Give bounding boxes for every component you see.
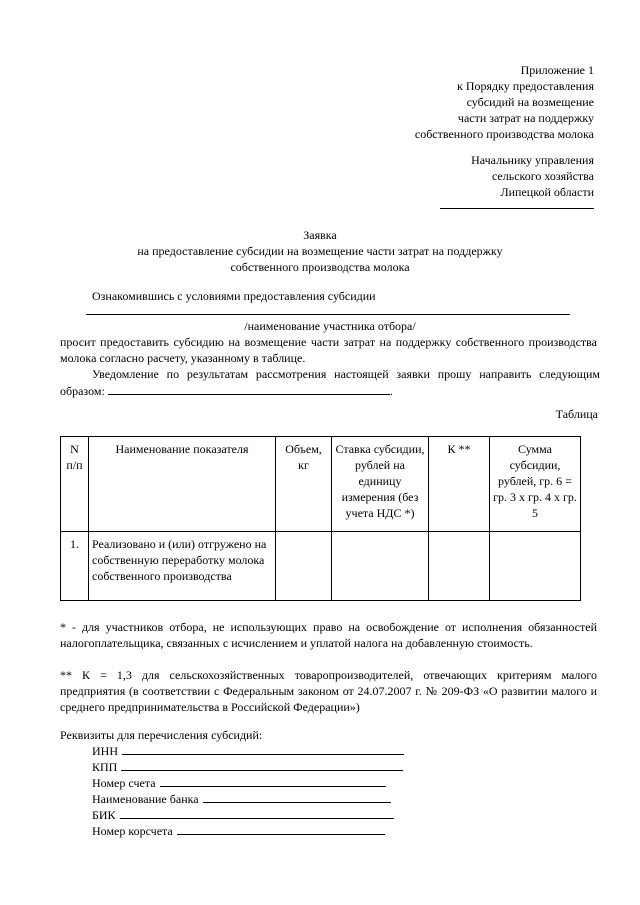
notice-end: . xyxy=(389,384,393,398)
request-paragraph: просит предоставить субсидию на возмещение части затрат на поддержку собственного производства молока согласно расчету, указанному в таблице. xyxy=(60,335,597,365)
table-cell-indicator: Реализовано и (или) отгружено на собственную переработку молока собственного производства xyxy=(89,532,276,601)
appendix-line: Приложение 1 xyxy=(520,63,594,77)
notice-text: Уведомление по результатам рассмотрения настоящей заявки прошу направить следующим образом: xyxy=(60,367,600,398)
table-cell-k[interactable] xyxy=(429,532,490,601)
addressee-block xyxy=(334,152,594,200)
footnote-star1: * - для участников отбора, не использующих право на освобождение от исполнения обязанностей налогоплательщика, связанных с исчислением и уплатой налога на добавленную стоимость. xyxy=(60,620,597,650)
requisite-label: Номер счета xyxy=(92,776,156,790)
addressee-signature-line xyxy=(440,208,594,209)
title-line-2: собственного производства молока xyxy=(230,260,410,274)
requisite-label: КПП xyxy=(92,760,118,774)
header-cell: N п/п xyxy=(61,437,89,532)
bank-field[interactable] xyxy=(203,790,391,803)
addressee-line: Липецкой области xyxy=(500,185,594,199)
table-cell-sum[interactable] xyxy=(490,532,581,601)
requisite-label: БИК xyxy=(92,808,116,822)
account-field[interactable] xyxy=(160,774,386,787)
notice-paragraph xyxy=(60,366,600,399)
document-title xyxy=(60,227,580,275)
participant-name-line xyxy=(86,314,570,315)
header-cell: Объем, кг xyxy=(276,437,332,532)
participant-caption: /наименование участника отбора/ xyxy=(244,319,416,333)
table-header-row xyxy=(61,437,581,532)
corr-account-field[interactable] xyxy=(177,822,385,835)
requisite-account xyxy=(92,774,386,790)
table-cell-volume[interactable] xyxy=(276,532,332,601)
header-cell: Сумма субсидии, рублей, гр. 6 = гр. 3 x гр. 4 x гр. 5 xyxy=(490,437,581,532)
requisite-bank xyxy=(92,790,391,806)
inn-field[interactable] xyxy=(122,742,404,755)
title-line-1: на предоставление субсидии на возмещение части затрат на поддержку xyxy=(137,244,503,258)
requisite-label: ИНН xyxy=(92,744,118,758)
requisite-label: Наименование банка xyxy=(92,792,199,806)
requisite-inn xyxy=(92,742,404,758)
title-heading: Заявка xyxy=(303,228,337,242)
appendix-line: части затрат на поддержку xyxy=(457,111,594,125)
table-cell-rate[interactable] xyxy=(332,532,429,601)
appendix-line: субсидий на возмещение xyxy=(466,95,594,109)
footnote-star2: ** К = 1,3 для сельскохозяйственных товаропроизводителей, отвечающих критериям малого предприятия (в соответствии с Федеральным законом от 24.07.2007 г. № 209-ФЗ «О развитии малого и среднего предпринимательства в Российской Федерации») xyxy=(60,668,597,714)
appendix-block xyxy=(334,62,594,142)
subsidy-table xyxy=(60,436,581,601)
appendix-line: к Порядку предоставления xyxy=(456,79,594,93)
addressee-line: Начальнику управления xyxy=(471,153,594,167)
requisites-title: Реквизиты для перечисления субсидий: xyxy=(60,728,263,742)
table-label: Таблица xyxy=(555,407,598,421)
header-cell: К ** xyxy=(429,437,490,532)
kpp-field[interactable] xyxy=(121,758,403,771)
appendix-line: собственного производства молока xyxy=(414,127,594,141)
table-row xyxy=(61,532,581,601)
header-cell: Ставка субсидии, рублей на единицу измерения (без учета НДС *) xyxy=(332,437,429,532)
header-cell: Наименование показателя xyxy=(89,437,276,532)
bik-field[interactable] xyxy=(120,806,394,819)
addressee-line: сельского хозяйства xyxy=(491,169,594,183)
intro-familiar: Ознакомившись с условиями предоставления субсидии xyxy=(92,289,376,303)
requisite-label: Номер корсчета xyxy=(92,824,173,838)
notice-field[interactable] xyxy=(108,382,390,395)
requisite-kpp xyxy=(92,758,403,774)
requisite-corr-account xyxy=(92,822,385,838)
table-cell-number: 1. xyxy=(61,532,89,601)
requisite-bik xyxy=(92,806,394,822)
